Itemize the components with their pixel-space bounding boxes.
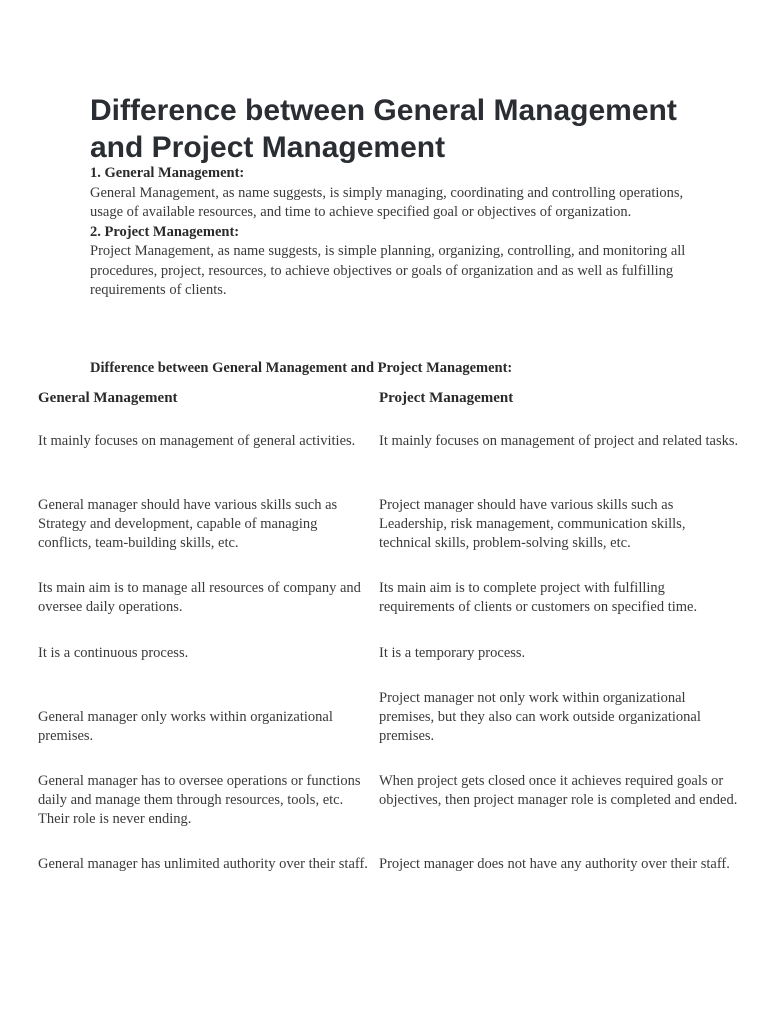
table-cell-project: Project manager not only work within organizational premises, but they also can work outside organizational premises. bbox=[379, 690, 701, 744]
table-cell-general: It is a continuous process. bbox=[38, 645, 189, 661]
section-text-project: Project Management, as name suggests, is simple planning, organizing, controlling, and monitoring all procedures, project, resources, to achieve objectives or goals of organization and as well as fulfilling requirements of clients. bbox=[90, 243, 686, 298]
table-cell-general: General manager has to oversee operations or functions daily and manage them through resources, tools, etc. Their role is never ending. bbox=[38, 773, 361, 827]
table-cell-project: Project manager should have various skills such as Leadership, risk management, communication skills, technical skills, problem-solving skills, etc. bbox=[379, 497, 686, 551]
section-heading-general: 1. General Management: bbox=[90, 165, 245, 181]
table-cell-project: It is a temporary process. bbox=[379, 645, 526, 661]
table-cell-project: Project manager does not have any authority over their staff. bbox=[379, 856, 730, 872]
table-cell-general: It mainly focuses on management of general activities. bbox=[38, 433, 356, 449]
table-cell-general: General manager has unlimited authority over their staff. bbox=[38, 856, 368, 872]
table-cell-project: It mainly focuses on management of project and related tasks. bbox=[379, 433, 739, 449]
table-cell-general: General manager should have various skills such as Strategy and development, capable of managing conflicts, team-building skills, etc. bbox=[38, 497, 338, 551]
header-project-management: Project Management bbox=[379, 390, 514, 406]
header-general-management: General Management bbox=[38, 390, 178, 406]
section-heading-project: 2. Project Management: bbox=[90, 223, 240, 240]
table-caption: Difference between General Management and Project Management: bbox=[90, 360, 513, 376]
table-cell-general: General manager only works within organizational premises. bbox=[38, 709, 333, 744]
table-cell-project: When project gets closed once it achieves required goals or objectives, then project manager role is completed and ended. bbox=[379, 773, 738, 808]
table-cell-project: Its main aim is to complete project with fulfilling requirements of clients or customers on specified time. bbox=[379, 580, 698, 615]
table-cell-general: Its main aim is to manage all resources of company and oversee daily operations. bbox=[38, 580, 361, 615]
section-text-general: General Management, as name suggests, is simply managing, coordinating and controlling operations, usage of available resources, and time to achieve specified goal or objectives of organization. bbox=[90, 184, 684, 220]
page-title: Difference between General Management and Project Management bbox=[90, 94, 677, 164]
